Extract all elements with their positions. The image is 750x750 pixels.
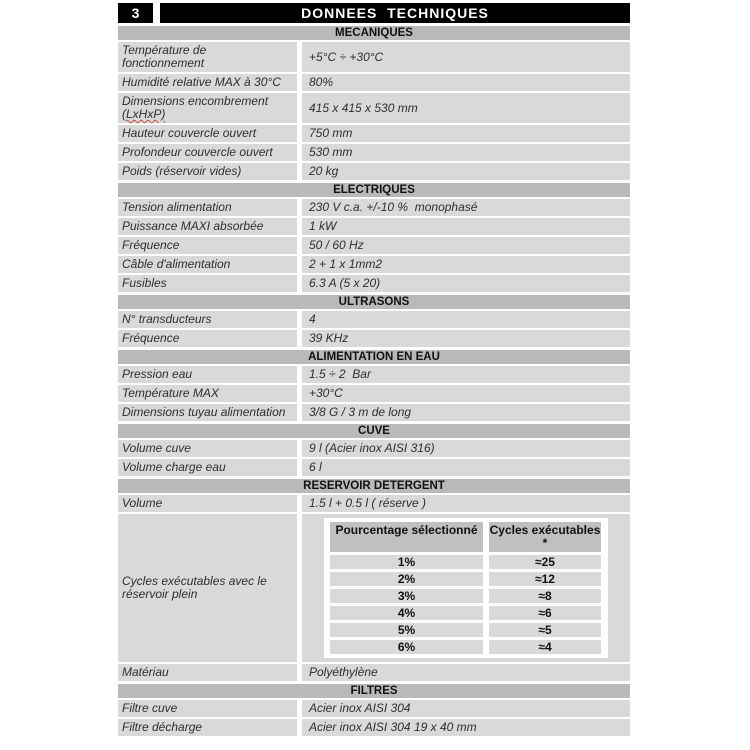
spec-label: Température MAX [118,385,297,402]
section-header-alimentation-eau: ALIMENTATION EN EAU [118,350,630,364]
spec-label: N° transducteurs [118,311,297,328]
spec-row [118,256,630,273]
spec-value: 80% [302,74,630,91]
page-title: DONNEES TECHNIQUES [160,3,630,23]
spec-label: Filtre cuve [118,700,297,717]
cycles-pct-cell: 3% [330,589,483,603]
spec-label: Puissance MAXI absorbée [118,218,297,235]
spec-label: Humidité relative MAX à 30°C [118,74,297,91]
cycles-pct-cell: 5% [330,623,483,637]
spec-row [118,163,630,180]
spec-label: Poids (réservoir vides) [118,163,297,180]
section-header-cuve: CUVE [118,424,630,438]
cycles-label: Cycles exécutables avec le réservoir plein [118,514,297,662]
spec-label: Filtre décharge [118,719,297,736]
chapter-number-box: 3 [118,3,153,23]
cycles-table-area [302,514,630,662]
cycles-count-cell: ≈12 [489,572,601,586]
spec-value: 3/8 G / 3 m de long [302,404,630,421]
spec-label: Fusibles [118,275,297,292]
spec-value: 4 [302,311,630,328]
spec-row [118,404,630,421]
spec-label [118,93,297,123]
spec-value: 1.5 ÷ 2 Bar [302,366,630,383]
section-header-reservoir-detergent: RESERVOIR DETERGENT [118,479,630,493]
spec-value: 2 + 1 x 1mm2 [302,256,630,273]
section-header-electriques: ELECTRIQUES [118,183,630,197]
cycles-count-cell: ≈4 [489,640,601,654]
spec-value: 530 mm [302,144,630,161]
spec-row [118,459,630,476]
spec-row [118,218,630,235]
cycles-count-cell: ≈8 [489,589,601,603]
spec-value: 750 mm [302,125,630,142]
spec-value: +30°C [302,385,630,402]
spec-value: Acier inox AISI 304 [302,700,630,717]
spec-value: 9 l (Acier inox AISI 316) [302,440,630,457]
spec-row [118,440,630,457]
spec-value: Acier inox AISI 304 19 x 40 mm [302,719,630,736]
spec-label-line2: fonctionnement [122,56,205,70]
cycles-count-cell: ≈25 [489,555,601,569]
spec-row [118,125,630,142]
title-bar [118,3,630,23]
spec-value: 20 kg [302,163,630,180]
section-header-ultrasons: ULTRASONS [118,295,630,309]
spec-row [118,366,630,383]
spec-value: 6 l [302,459,630,476]
spec-value: 1 kW [302,218,630,235]
spec-value: 50 / 60 Hz [302,237,630,254]
spec-label: Fréquence [118,237,297,254]
spec-row [118,495,630,512]
cycles-pct-cell: 2% [330,572,483,586]
spec-label: Pression eau [118,366,297,383]
cycles-pct-cell: 4% [330,606,483,620]
section-header-mecaniques: MECANIQUES [118,26,630,40]
spec-label: Fréquence [118,330,297,347]
spec-label: Matériau [118,664,297,681]
spec-row [118,42,630,72]
spec-label: Câble d'alimentation [118,256,297,273]
spec-value: 230 V c.a. +/-10 % monophasé [302,199,630,216]
spec-label: Tension alimentation [118,199,297,216]
spec-label: Dimensions tuyau alimentation [118,404,297,421]
spec-label-line1: Température de [122,43,207,57]
spec-label-note: (LxHxP) [122,107,166,121]
spec-label-line1: Dimensions encombrement [122,94,269,108]
spec-row [118,93,630,123]
cycles-pct-cell: 1% [330,555,483,569]
cycles-count-cell: ≈6 [489,606,601,620]
spec-row [118,330,630,347]
spec-value: 415 x 415 x 530 mm [302,93,630,123]
cycles-col-header-percentage: Pourcentage sélectionné [330,522,483,552]
cycles-block [118,514,630,662]
spec-label: Volume charge eau [118,459,297,476]
spec-row [118,664,630,681]
spec-row [118,311,630,328]
cycles-table [330,522,602,654]
technical-data-table [118,3,630,736]
spec-value: 1.5 l + 0.5 l ( réserve ) [302,495,630,512]
spec-label: Volume cuve [118,440,297,457]
cycles-table-frame [324,518,608,658]
spec-label: Profondeur couvercle ouvert [118,144,297,161]
spec-value: +5°C ÷ +30°C [302,42,630,72]
spec-label: Volume [118,495,297,512]
spec-value: Polyéthylène [302,664,630,681]
spec-label: Hauteur couvercle ouvert [118,125,297,142]
cycles-count-cell: ≈5 [489,623,601,637]
spec-label [118,42,297,72]
section-header-filtres: FILTRES [118,684,630,698]
spec-row [118,144,630,161]
spec-row [118,700,630,717]
spec-row [118,74,630,91]
cycles-col-header-cycles: Cycles exécutables * [489,523,601,550]
cycles-pct-cell: 6% [330,640,483,654]
spec-row [118,275,630,292]
spec-row [118,199,630,216]
spec-row [118,385,630,402]
spec-row [118,237,630,254]
spec-value: 6.3 A (5 x 20) [302,275,630,292]
spec-value: 39 KHz [302,330,630,347]
spec-row [118,719,630,736]
